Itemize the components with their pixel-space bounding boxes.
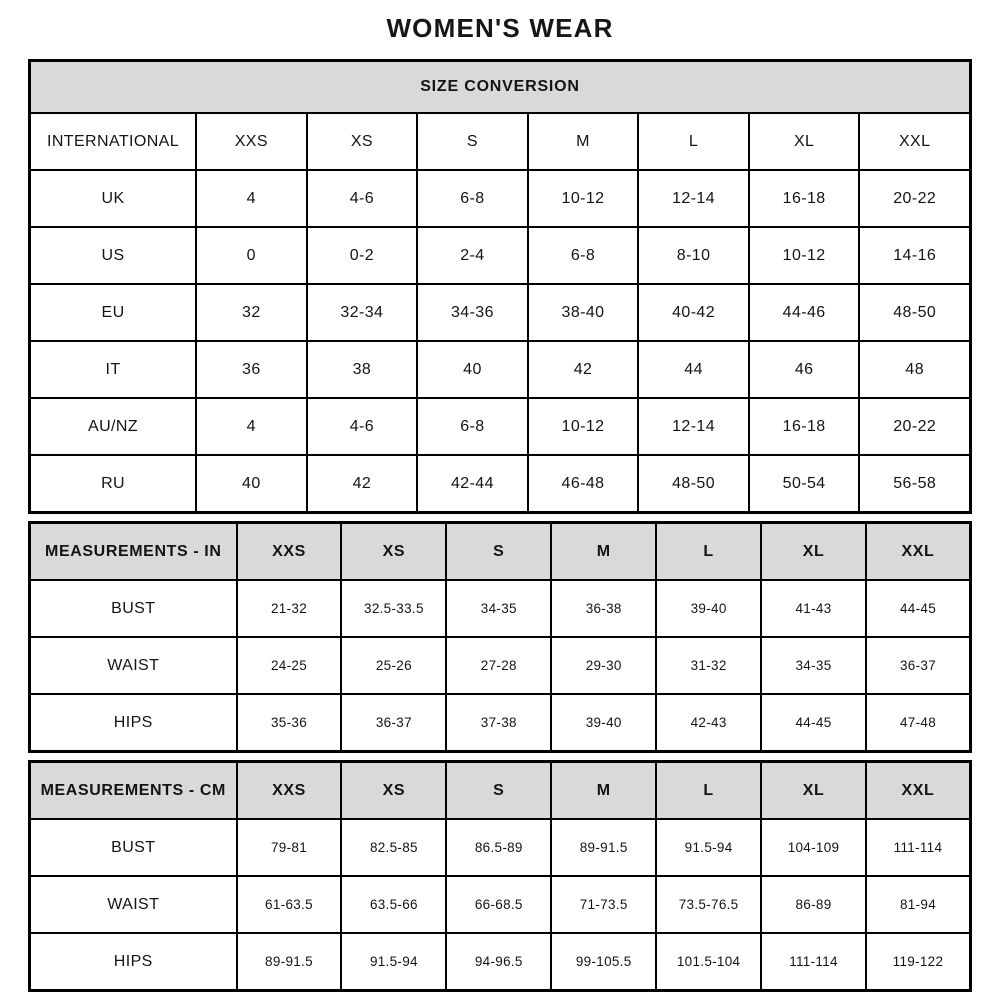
size-cell: 48 xyxy=(859,341,970,398)
table-row-waist-cm xyxy=(30,876,971,933)
measure-cell: 44-45 xyxy=(761,694,866,752)
column-header-xs: XS xyxy=(307,113,418,170)
column-header-l: L xyxy=(638,113,749,170)
size-cell: 2-4 xyxy=(417,227,528,284)
measure-cell: 35-36 xyxy=(237,694,342,752)
size-cell: 46-48 xyxy=(528,455,639,513)
table-row-eu xyxy=(30,284,971,341)
size-cell: 40 xyxy=(417,341,528,398)
size-cell: 6-8 xyxy=(417,398,528,455)
size-cell: 32 xyxy=(196,284,307,341)
row-label: EU xyxy=(30,284,197,341)
table-header-band-row xyxy=(30,61,971,114)
size-cell: 4 xyxy=(196,170,307,227)
measurements-cm-table xyxy=(28,760,972,992)
row-label: HIPS xyxy=(30,694,237,752)
size-cell: 38-40 xyxy=(528,284,639,341)
size-cell: 16-18 xyxy=(749,170,860,227)
size-cell: 10-12 xyxy=(749,227,860,284)
measure-cell: 37-38 xyxy=(446,694,551,752)
measure-cell: 21-32 xyxy=(237,580,342,637)
measure-cell: 82.5-85 xyxy=(341,819,446,876)
column-header-xl: XL xyxy=(749,113,860,170)
size-cell: 20-22 xyxy=(859,170,970,227)
size-cell: 50-54 xyxy=(749,455,860,513)
row-label: BUST xyxy=(30,580,237,637)
measure-cell: 119-122 xyxy=(866,933,971,991)
measure-cell: 91.5-94 xyxy=(656,819,761,876)
size-cell: 12-14 xyxy=(638,398,749,455)
row-label: HIPS xyxy=(30,933,237,991)
measure-cell: 111-114 xyxy=(866,819,971,876)
column-header-l: L xyxy=(656,523,761,581)
measure-cell: 34-35 xyxy=(761,637,866,694)
size-cell: 48-50 xyxy=(859,284,970,341)
size-cell: 42 xyxy=(528,341,639,398)
measure-cell: 104-109 xyxy=(761,819,866,876)
size-cell: 4 xyxy=(196,398,307,455)
table-row-it xyxy=(30,341,971,398)
column-header-l: L xyxy=(656,762,761,820)
column-header-s: S xyxy=(417,113,528,170)
column-header-xs: XS xyxy=(341,762,446,820)
column-header-row xyxy=(30,113,971,170)
size-conversion-header: SIZE CONVERSION xyxy=(30,61,971,114)
measure-cell: 101.5-104 xyxy=(656,933,761,991)
measure-cell: 71-73.5 xyxy=(551,876,656,933)
size-cell: 8-10 xyxy=(638,227,749,284)
size-cell: 4-6 xyxy=(307,398,418,455)
measure-cell: 86.5-89 xyxy=(446,819,551,876)
measure-cell: 36-37 xyxy=(341,694,446,752)
page-title: WOMEN'S WEAR xyxy=(386,13,614,43)
column-header-xxl: XXL xyxy=(866,762,971,820)
measure-cell: 36-37 xyxy=(866,637,971,694)
size-cell: 40 xyxy=(196,455,307,513)
size-cell: 0 xyxy=(196,227,307,284)
measure-cell: 63.5-66 xyxy=(341,876,446,933)
column-header-row xyxy=(30,523,971,581)
column-header-s: S xyxy=(446,762,551,820)
size-cell: 40-42 xyxy=(638,284,749,341)
size-cell: 44-46 xyxy=(749,284,860,341)
measure-cell: 36-38 xyxy=(551,580,656,637)
measure-cell: 81-94 xyxy=(866,876,971,933)
measure-cell: 73.5-76.5 xyxy=(656,876,761,933)
measure-cell: 39-40 xyxy=(656,580,761,637)
column-header-xs: XS xyxy=(341,523,446,581)
size-cell: 36 xyxy=(196,341,307,398)
measure-cell: 99-105.5 xyxy=(551,933,656,991)
measure-cell: 34-35 xyxy=(446,580,551,637)
table-row-hips-cm xyxy=(30,933,971,991)
table-row-ru xyxy=(30,455,971,513)
row-label: RU xyxy=(30,455,197,513)
measure-cell: 61-63.5 xyxy=(237,876,342,933)
measure-cell: 29-30 xyxy=(551,637,656,694)
measure-cell: 86-89 xyxy=(761,876,866,933)
size-cell: 48-50 xyxy=(638,455,749,513)
size-cell: 46 xyxy=(749,341,860,398)
measure-cell: 39-40 xyxy=(551,694,656,752)
size-cell: 0-2 xyxy=(307,227,418,284)
measure-cell: 91.5-94 xyxy=(341,933,446,991)
column-header-xxs: XXS xyxy=(237,762,342,820)
column-header-m: M xyxy=(528,113,639,170)
measure-cell: 66-68.5 xyxy=(446,876,551,933)
measure-cell: 25-26 xyxy=(341,637,446,694)
table-row-us xyxy=(30,227,971,284)
table-row-bust-cm xyxy=(30,819,971,876)
column-header-xxl: XXL xyxy=(866,523,971,581)
table-row-aunz xyxy=(30,398,971,455)
column-header-xxl: XXL xyxy=(859,113,970,170)
measurements-cm-header: MEASUREMENTS - CM xyxy=(30,762,237,820)
measure-cell: 32.5-33.5 xyxy=(341,580,446,637)
size-cell: 42-44 xyxy=(417,455,528,513)
table-row-uk xyxy=(30,170,971,227)
row-label: BUST xyxy=(30,819,237,876)
row-label: AU/NZ xyxy=(30,398,197,455)
column-header-m: M xyxy=(551,523,656,581)
measure-cell: 79-81 xyxy=(237,819,342,876)
size-cell: 6-8 xyxy=(417,170,528,227)
row-label: WAIST xyxy=(30,876,237,933)
measurements-in-table xyxy=(28,521,972,753)
row-label: UK xyxy=(30,170,197,227)
size-cell: 32-34 xyxy=(307,284,418,341)
size-cell: 10-12 xyxy=(528,170,639,227)
size-cell: 44 xyxy=(638,341,749,398)
table-row-waist-in xyxy=(30,637,971,694)
measure-cell: 111-114 xyxy=(761,933,866,991)
size-cell: 34-36 xyxy=(417,284,528,341)
size-cell: 14-16 xyxy=(859,227,970,284)
measurements-in-header: MEASUREMENTS - IN xyxy=(30,523,237,581)
measure-cell: 27-28 xyxy=(446,637,551,694)
measure-cell: 89-91.5 xyxy=(551,819,656,876)
row-label: US xyxy=(30,227,197,284)
measure-cell: 89-91.5 xyxy=(237,933,342,991)
column-header-xxs: XXS xyxy=(237,523,342,581)
measure-cell: 42-43 xyxy=(656,694,761,752)
table-row-hips-in xyxy=(30,694,971,752)
row-label: IT xyxy=(30,341,197,398)
size-cell: 10-12 xyxy=(528,398,639,455)
column-header-international: INTERNATIONAL xyxy=(30,113,197,170)
size-cell: 38 xyxy=(307,341,418,398)
column-header-xxs: XXS xyxy=(196,113,307,170)
measure-cell: 47-48 xyxy=(866,694,971,752)
column-header-m: M xyxy=(551,762,656,820)
column-header-xl: XL xyxy=(761,762,866,820)
measure-cell: 94-96.5 xyxy=(446,933,551,991)
measure-cell: 41-43 xyxy=(761,580,866,637)
column-header-xl: XL xyxy=(761,523,866,581)
size-cell: 4-6 xyxy=(307,170,418,227)
size-conversion-table xyxy=(28,59,972,514)
column-header-row xyxy=(30,762,971,820)
size-cell: 20-22 xyxy=(859,398,970,455)
measure-cell: 31-32 xyxy=(656,637,761,694)
size-cell: 16-18 xyxy=(749,398,860,455)
table-row-bust-in xyxy=(30,580,971,637)
size-cell: 12-14 xyxy=(638,170,749,227)
size-cell: 42 xyxy=(307,455,418,513)
size-cell: 56-58 xyxy=(859,455,970,513)
size-cell: 6-8 xyxy=(528,227,639,284)
measure-cell: 44-45 xyxy=(866,580,971,637)
measure-cell: 24-25 xyxy=(237,637,342,694)
column-header-s: S xyxy=(446,523,551,581)
row-label: WAIST xyxy=(30,637,237,694)
